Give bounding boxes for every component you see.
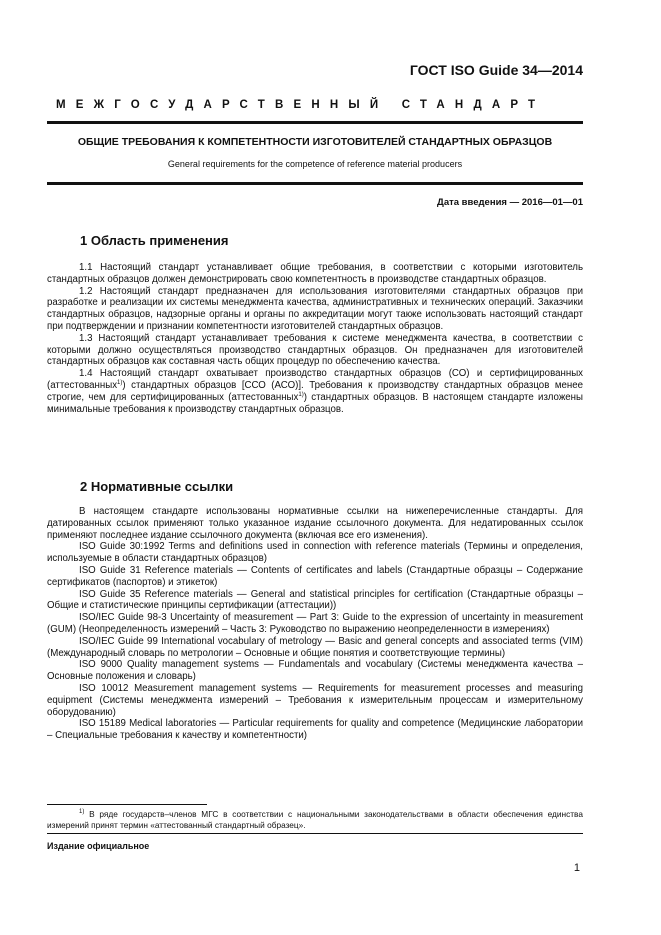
interstate-standard-heading: МЕЖГОСУДАРСТВЕННЫЙ СТАНДАРТ [56, 99, 546, 111]
edition-label: Издание официальное [47, 841, 150, 851]
p14-part-a: 1.4 Настоящий стандарт охватывает производство стандартных образцов (СО) и сертифицированных (аттестованных [47, 368, 583, 391]
paragraph-1-4 [47, 368, 583, 415]
p14-part-b: ) стандартных образцов [ССО (АСО)]. Требования к производству стандартных образцов менее строгие, чем для сертифицированных (аттестованных [47, 379, 583, 403]
section-2-title: 2 Нормативные ссылки [80, 479, 234, 494]
section-1-body [47, 262, 583, 415]
footnote-ref: 1) [298, 391, 304, 398]
section-1-title: 1 Область применения [80, 233, 229, 248]
standard-id: ГОСТ ISO Guide 34—2014 [409, 62, 583, 78]
reference-item: ISO 9000 Quality management systems — Fundamentals and vocabulary (Системы менеджмента качества – Основные положения и словарь) [47, 659, 583, 683]
p14-part-c: ) стандартных образцов. В настоящем стандарте изложены минимальные требования к производству стандартных образцов. [47, 391, 583, 415]
references-intro: В настоящем стандарте использованы нормативные ссылки на нижеперечисленные стандарты. Для датированных ссылок применяют только указанное издание ссылочного документа. Для недатированных ссылок применяют последнее издание ссылочного документа (включая все его изменения). [47, 506, 583, 541]
paragraph-1-1: 1.1 Настоящий стандарт устанавливает общие требования, в соответствии с которыми изготовитель стандартных образцов должен демонстрировать свою компетентность в производстве стандартных образцов. [47, 262, 583, 285]
reference-item: ISO Guide 35 Reference materials — General and statistical principles for certification (Стандартные образцы – Общие и статистические принципы сертификации (аттестации)) [47, 588, 583, 612]
reference-item: ISO Guide 30:1992 Terms and definitions used in connection with reference materials (Термины и определения, используемые в области стандартных образцов) [47, 541, 583, 565]
title-russian: ОБЩИЕ ТРЕБОВАНИЯ К КОМПЕТЕНТНОСТИ ИЗГОТОВИТЕЛЕЙ СТАНДАРТНЫХ ОБРАЗЦОВ [77, 136, 553, 148]
top-rule [47, 121, 583, 124]
paragraph-1-2: 1.2 Настоящий стандарт предназначен для использования изготовителями стандартных образцов при разработке и реализации их системы менеджмента качества, административных и технических операций. Заказчики стандартных образцов, надзорные органы и органы по аккредитации могут также использовать настоящий стандарт при подтверждении и признании компетентности изготовителей стандартных образцов. [47, 285, 583, 332]
reference-item: ISO/IEC Guide 98-3 Uncertainty of measurement — Part 3: Guide to the expression of uncertainty in measurement (GUM) (Неопределенность измерений – Часть 3: Руководство по выражению неопределенности в измерениях) [47, 612, 583, 635]
introduction-date: Дата введения — 2016—01—01 [437, 197, 583, 208]
title-bottom-rule [47, 182, 583, 185]
footnote [47, 809, 583, 831]
reference-item: ISO/IEC Guide 99 International vocabulary of metrology — Basic and general concepts and associated terms (VIM) (Международный словарь по метрологии – Основные и общие понятия и соответствующие термины) [47, 635, 583, 659]
reference-item: ISO Guide 31 Reference materials — Contents of certificates and labels (Стандартные образцы – Содержание сертификатов (паспортов) и этикеток) [47, 564, 583, 588]
reference-item: ISO 10012 Measurement management systems — Requirements for measurement processes and measuring equipment (Системы менеджмента измерений – Требования к измерительным процессам и измерительному оборудованию) [47, 682, 583, 718]
reference-item: ISO 15189 Medical laboratories — Particular requirements for quality and competence (Медицинские лаборатории – Специальные требования к качеству и компетентности) [47, 718, 583, 742]
footnote-ref: 1) [117, 379, 123, 386]
footnote-separator [47, 804, 207, 805]
footnote-mark: 1) [79, 809, 85, 815]
section-2-body [47, 506, 583, 742]
page-number: 1 [573, 862, 580, 874]
footnote-text: В ряде государств–членов МГС в соответствии с национальными законодательствами в области обеспечения единства измерений принят термин «аттестованный стандартный образец». [47, 809, 583, 830]
footer-rule [47, 833, 583, 834]
title-english: General requirements for the competence of reference material producers [167, 159, 463, 169]
paragraph-1-3: 1.3 Настоящий стандарт устанавливает требования к системе менеджмента качества, в соответствии с которыми должно осуществляться производство стандартных образцов. Он предназначен для изготовителей стандартных образцов как составная часть общих процедур по обеспечению качества. [47, 332, 583, 368]
